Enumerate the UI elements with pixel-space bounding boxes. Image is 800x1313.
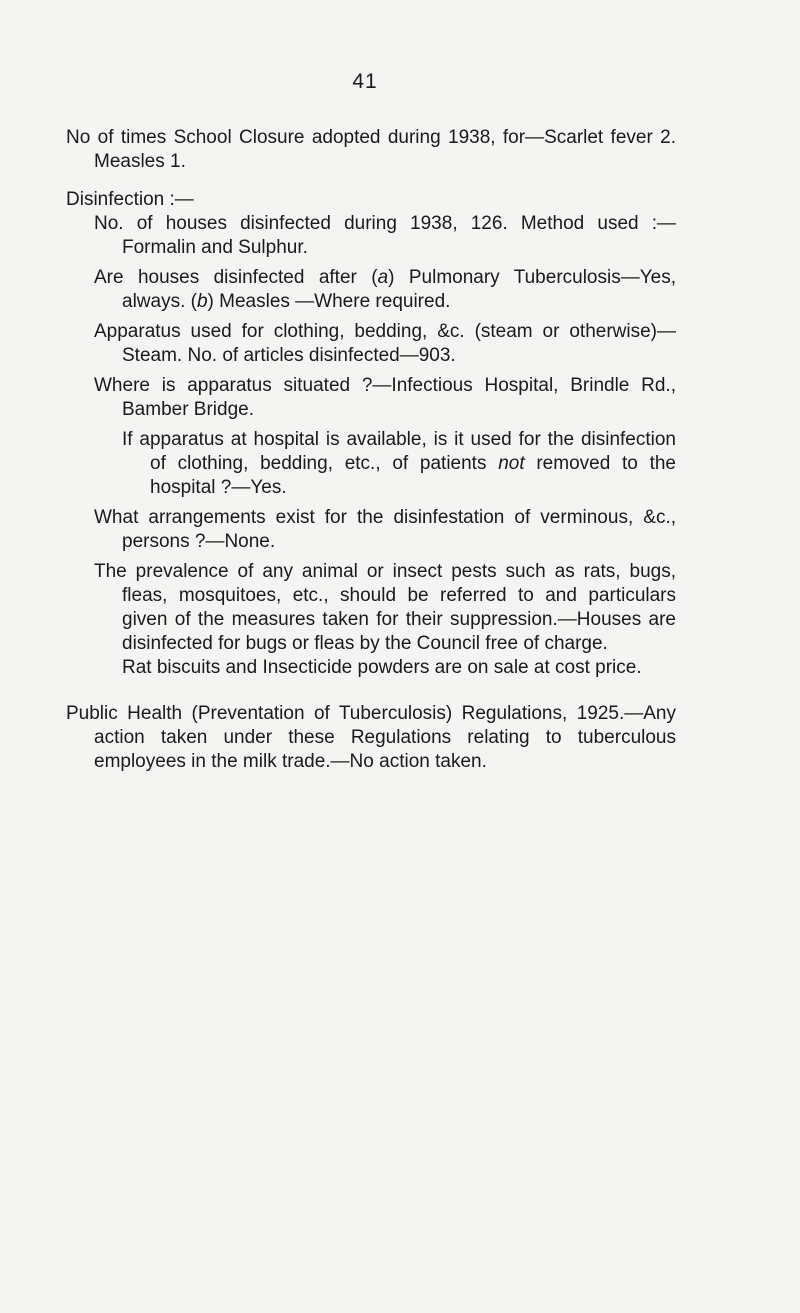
houses-after-illness-paragraph <box>66 266 676 314</box>
item-a-letter: a <box>377 267 389 288</box>
rat-biscuits-paragraph: Rat biscuits and Insecticide powders are on sale at cost price. <box>122 657 642 678</box>
school-closure-paragraph: No of times School Closure adopted during 1938, for—Scarlet fever 2. Measles 1. <box>66 127 676 172</box>
item-b-letter: b <box>196 291 208 312</box>
pests-paragraph: The prevalence of any animal or insect pests such as rats, bugs, fleas, mosquitoes, etc., should be referred to and particulars given of the measures taken for their suppression.—Houses are disinfected for bugs or fleas by the Council free of charge. <box>94 561 676 654</box>
disinfestation-paragraph: What arrangements exist for the disinfestation of verminous, &c., persons ?—None. <box>94 507 676 552</box>
after-a-text: ) Pulmonary Tuberculosis—Yes, always. ( <box>122 267 676 312</box>
hospital-text-start: If apparatus at hospital is available, is it used for the disinfection of clothing, bedding, etc., of patients <box>122 429 676 474</box>
after-a-prefix: Are houses disinfected after ( <box>94 267 378 288</box>
houses-disinfected-paragraph: No. of houses disinfected during 1938, 126. Method used :—Formalin and Sulphur. <box>94 213 676 258</box>
apparatus-used-paragraph: Apparatus used for clothing, bedding, &c. (steam or otherwise)— Steam. No. of articles disinfected—903. <box>94 321 676 366</box>
page-number: 41 <box>352 70 378 93</box>
public-health-paragraph: Public Health (Preventation of Tuberculosis) Regulations, 1925.—Any action taken under these Regulations relating to tuberculous employees in the milk trade.—No action taken. <box>66 703 676 772</box>
apparatus-location-paragraph: Where is apparatus situated ?—Infectious Hospital, Brindle Rd., Bamber Bridge. <box>94 375 676 420</box>
hospital-text-end: removed to the hospital ?—Yes. <box>150 453 676 498</box>
hospital-apparatus-paragraph <box>66 428 676 500</box>
document-body <box>66 126 676 774</box>
disinfection-heading: Disinfection :— <box>66 189 194 210</box>
hospital-not-word: not <box>498 453 525 474</box>
after-b-text: ) Measles —Where required. <box>207 291 451 312</box>
